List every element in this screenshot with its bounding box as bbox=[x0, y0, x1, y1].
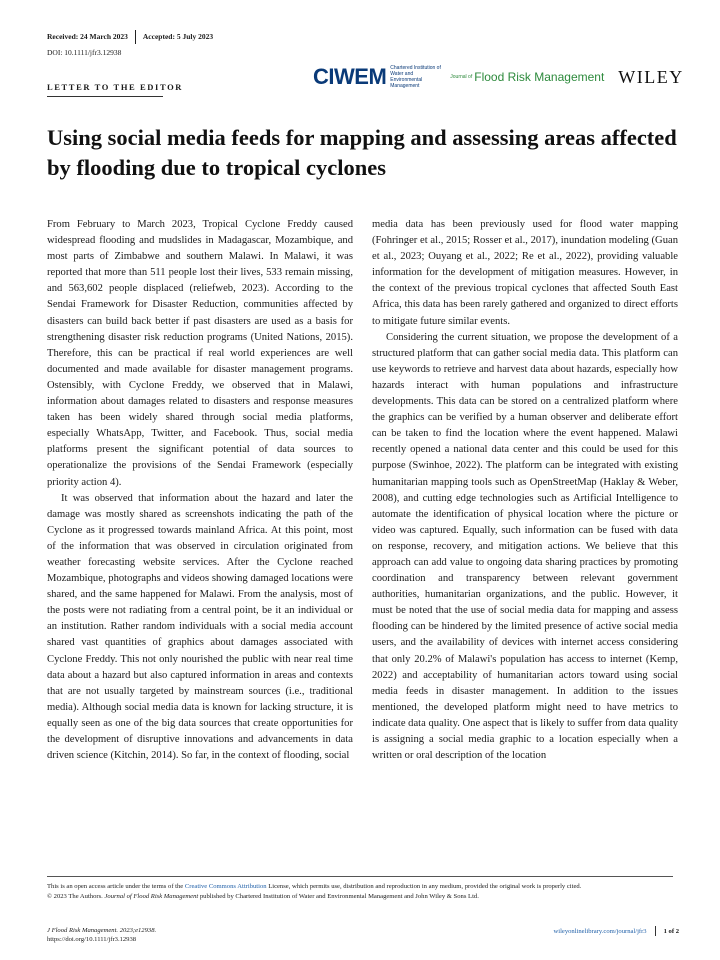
journal-citation: J Flood Risk Management. 2023;e12938. bbox=[47, 927, 157, 934]
footer-separator bbox=[655, 926, 656, 936]
ciwem-logo-subtext: Chartered Institution of Water and Environmental Management bbox=[390, 65, 441, 89]
ciwem-logo: CIWEM bbox=[313, 64, 387, 89]
doi[interactable]: DOI: 10.1111/jfr3.12938 bbox=[47, 48, 122, 57]
footer-rule bbox=[47, 876, 673, 877]
copyright-post: published by Chartered Institution of Water and Environmental Management and John Wiley & Sons Ltd. bbox=[198, 893, 479, 900]
body-column-left bbox=[47, 217, 353, 764]
journal-logo-mark: Journal of bbox=[450, 74, 473, 80]
accepted-date: Accepted: 5 July 2023 bbox=[142, 32, 214, 41]
dates-row bbox=[47, 30, 213, 44]
paragraph: media data has been previously used for flood water mapping (Fohringer et al., 2015; Rosser et al., 2017), inundation modeling (Guan et al., 2023; Ouyang et al., 2022; Re et al., 2022), providing valuable information for the development of mitigation measures. However, in the context of the previous tropical cyclones that affected South East Africa, this data has been rarely gathered and organized to direct efforts to mitigate future similar events. bbox=[372, 219, 678, 327]
license-post: License, which permits use, distribution and reproduction in any medium, provided the original work is properly cited. bbox=[266, 883, 582, 890]
license-notice bbox=[47, 882, 673, 901]
page-number: 1 of 2 bbox=[663, 927, 679, 935]
copyright-text bbox=[47, 892, 673, 901]
received-date: Received: 24 March 2023 bbox=[47, 32, 128, 41]
section-rule bbox=[47, 96, 163, 97]
footer-doi-link[interactable]: https://doi.org/10.1111/jfr3.12938 bbox=[47, 936, 137, 943]
footer-citation bbox=[47, 926, 156, 944]
article-meta bbox=[47, 30, 213, 58]
publisher-logos bbox=[313, 64, 684, 90]
paragraph: It was observed that information about the hazard and later the damage was mostly shared as screenshots indicating the path of the Cyclone as it progressed towards mainland Africa. At this point, most of the information that was observed in circulation originated from weather forecasting website services. After the Cyclone reached Mozambique, photographs and videos showing damaged locations were shared, and the same happened for Malawi. From the analysis, most of the posts were not radiating from a central point, be it an individual or an institution. Rather random individuals with a social media account shared vast quantities of graphics about damages associated with Cyclone Freddy. This not only nourished the public with near real time data about a hazard but also captured information in areas and contexts that are not usually targeted by mainstream sources (i.e., traditional media). Although social media data is known for lacking structure, it is equally seen as one of the big data sources that create opportunities for the development of disruptive innovations and advancements in data driven science (Kitchin, 2014). So far, in the context of flooding, social bbox=[47, 492, 353, 762]
meta-separator bbox=[135, 30, 136, 44]
article-title: Using social media feeds for mapping and assessing areas affected by flooding due to tropical cyclones bbox=[47, 125, 677, 180]
copyright-journal: Journal of Flood Risk Management bbox=[104, 893, 199, 900]
paragraph: From February to March 2023, Tropical Cyclone Freddy caused widespread flooding and mudslides in Madagascar, Mozambique, and most parts of Zimbabwe and southern Malawi. In Malawi, it was reported that more than 511 people lost their lives, 533 remain missing, and 563,602 people displaced (reliefweb, 2023). According to the Sendai Framework for Disaster Reduction, communities affected by disasters can build back better if past disasters are used as a basis for strengthening disaster risk reduction programs (United Nations, 2015). Therefore, this can be practical if real world experiences are well documented and made available for disaster management programs. Ostensibly, with Cyclone Freddy, we observed that in Malawi, information about damages related to disasters and response measures taken has been widely shared through social media platforms, especially WhatsApp, Twitter, and Facebook. Thus, social media platforms present the significant potential of data sources to operationalize the provisions of the Sendai Framework (especially priority action 4). bbox=[47, 219, 353, 488]
license-text bbox=[47, 882, 673, 891]
body-column-right bbox=[372, 217, 678, 764]
footer-right bbox=[553, 926, 679, 936]
copyright-pre: © 2023 The Authors. bbox=[47, 893, 105, 900]
paragraph: Considering the current situation, we propose the development of a structured platform that can gather social media data. This platform can use keywords to retrieve and harvest data about hazards, especially how hazards interact with human populations and infrastructure developments. This data can be stored on a centralized platform where the graphics can be verified by a human observer and deliberate effort can be taken to find the location where the event happened. Malawi recently opened a national data center and this could be used for this purpose (Swinhoe, 2022). The platform can be integrated with existing humanitarian mapping tools such as OpenStreetMap (Haklay & Weber, 2008), and cutting edge technologies such as Artificial Intelligence to automate the identification of physical location where the picture or video was captured. Equally, such information can be fused with data on response, recovery, and mitigation actions. We believe that this approach can add value to ongoing data sharing practices by promoting coordination and transparency between relevant government authorities, humanitarian organizations, and the public. However, it must be noted that the use of social media data for mapping and assess flooding can be hindered by the limited presence of active social media users, and the availability of devices with internet access considering that only 20.2% of Malawi's population has access to internet (Kemp, 2022) and acceptability of humanitarian actors toward using social media feeds in disaster management. In addition to the issues mentioned, the developed platform might need to have metrics to indicate data quality. One aspect that is likely to suffer from data quality is assigning a social media graphic to a location especially when a written or oral description of the location bbox=[372, 331, 678, 762]
license-link[interactable]: Creative Commons Attribution bbox=[184, 883, 267, 890]
section-label: LETTER TO THE EDITOR bbox=[47, 82, 184, 92]
journal-logo: Flood Risk Management bbox=[474, 70, 605, 84]
journal-site-link[interactable]: wileyonlinelibrary.com/journal/jfr3 bbox=[553, 927, 647, 935]
wiley-logo: WILEY bbox=[618, 66, 684, 87]
license-pre: This is an open access article under the terms of the bbox=[47, 883, 185, 890]
